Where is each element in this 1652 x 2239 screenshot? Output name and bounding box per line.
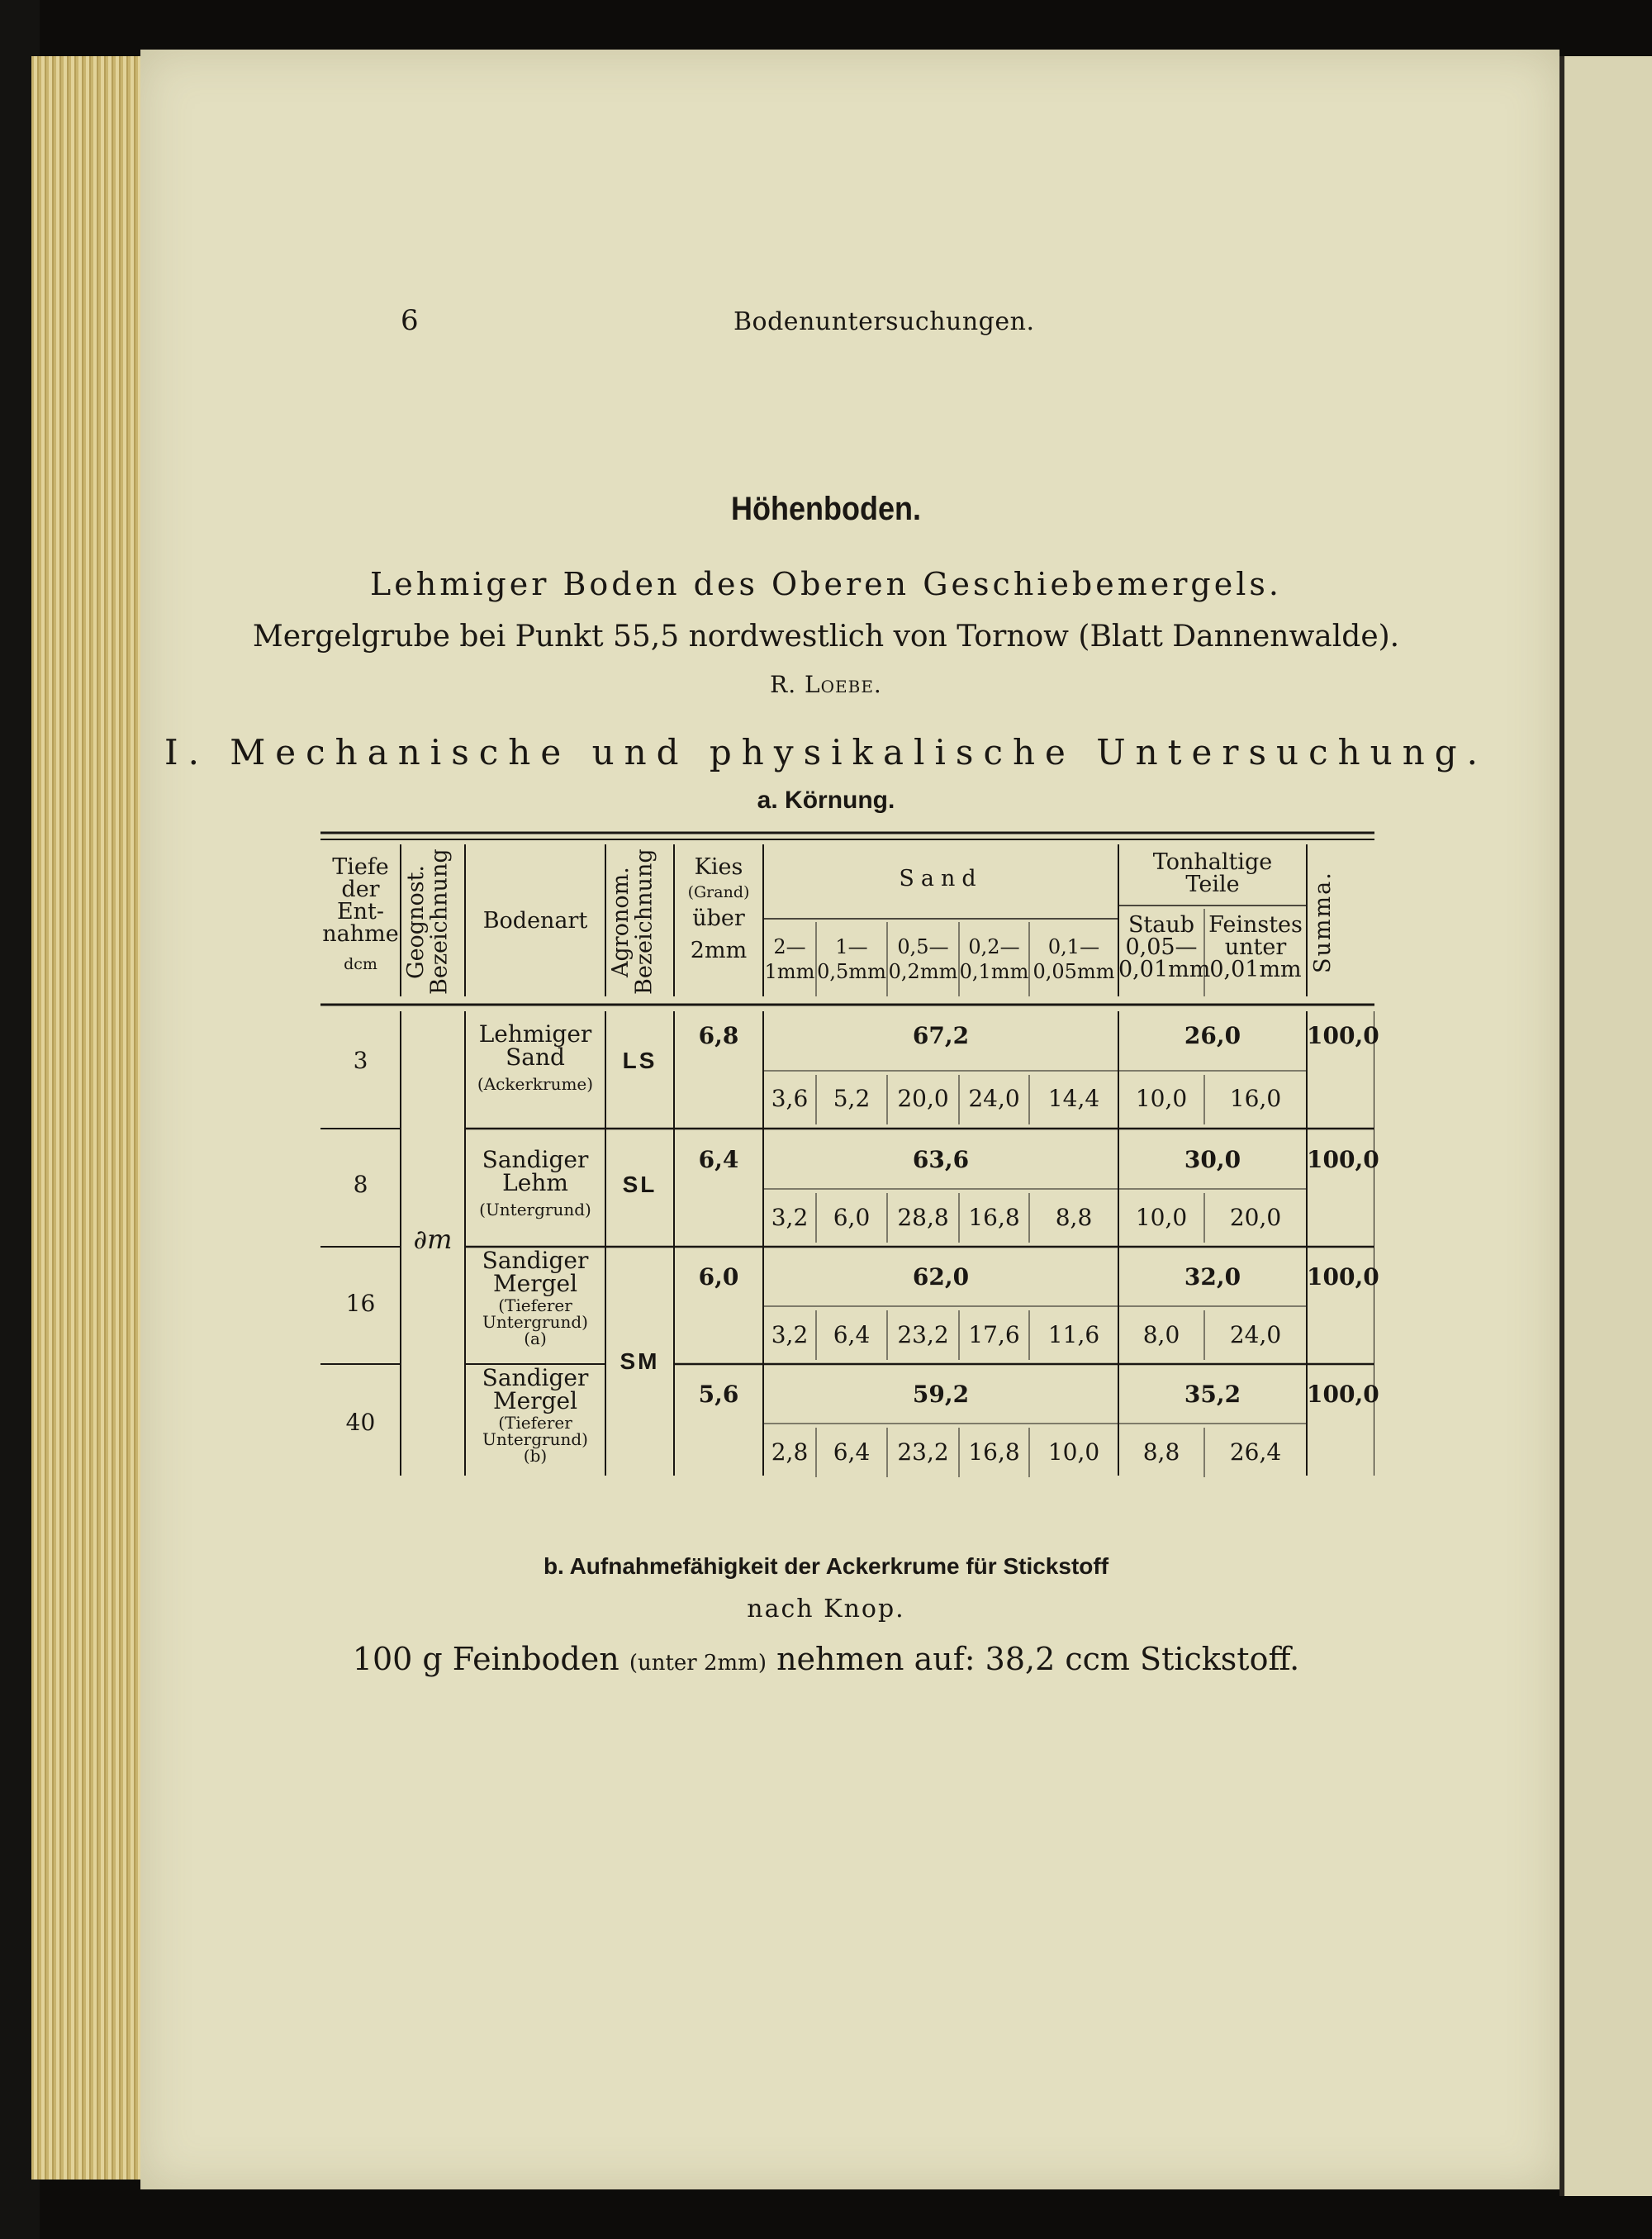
row3-kies: 6,0 xyxy=(698,1263,739,1291)
row3-tiefe: 16 xyxy=(345,1290,376,1317)
agronom-sm: SM xyxy=(620,1348,660,1374)
header-tiefe-line: der xyxy=(341,877,380,902)
row4-sand-3: 23,2 xyxy=(897,1438,949,1466)
sand-sub-range: 2— xyxy=(773,935,806,958)
bodenart-line: (Tieferer xyxy=(498,1413,572,1433)
row2-sand-4: 16,8 xyxy=(968,1204,1020,1231)
row3-feinstes: 24,0 xyxy=(1229,1321,1282,1348)
subsection-b-subheading: nach Knop. xyxy=(747,1595,905,1623)
row1-bodenart xyxy=(465,1020,605,1094)
sand-sub-unit: 0,2mm xyxy=(888,960,958,983)
header-sand-2-1 xyxy=(763,937,816,982)
row3-sand-4: 17,6 xyxy=(968,1321,1020,1348)
header-kies-unit: 2mm xyxy=(690,938,748,963)
bodenart-line: Mergel xyxy=(492,1270,578,1297)
row1-kies: 6,8 xyxy=(698,1022,739,1049)
header-tiefe-unit: dcm xyxy=(344,955,377,973)
agronom-sl: SL xyxy=(622,1172,657,1197)
header-kies xyxy=(674,856,763,962)
header-summa: Summa. xyxy=(1310,871,1336,973)
row2-tiefe: 8 xyxy=(353,1171,368,1198)
row4-ton-total: 35,2 xyxy=(1184,1381,1241,1408)
row1-sand-2: 5,2 xyxy=(833,1085,871,1112)
bodenart-line: Untergrund) xyxy=(482,1429,588,1449)
row4-sand-5: 10,0 xyxy=(1047,1438,1100,1466)
row4-bodenart xyxy=(465,1364,605,1466)
bodenart-line: (Ackerkrume) xyxy=(477,1074,594,1094)
geognost-symbol: ∂m xyxy=(413,1224,453,1255)
header-agronom: Agronom. Bezeichnung xyxy=(608,849,657,996)
row1-summa: 100,0 xyxy=(1307,1022,1379,1049)
bodenart-line: (b) xyxy=(523,1446,548,1466)
row1-tiefe: 3 xyxy=(353,1047,368,1074)
row3-summa: 100,0 xyxy=(1307,1263,1379,1291)
header-tonhaltige xyxy=(1118,851,1307,896)
bodenart-line: (a) xyxy=(524,1329,547,1348)
header-sand-01-005 xyxy=(1029,937,1118,982)
row1-sand-3: 20,0 xyxy=(897,1085,949,1112)
section-heading: I. Mechanische und physikalische Untersuchung. xyxy=(164,732,1488,772)
row3-ton-total: 32,0 xyxy=(1184,1263,1241,1291)
row3-sand-3: 23,2 xyxy=(897,1321,949,1348)
row1-sand-4: 24,0 xyxy=(968,1085,1020,1112)
result-part-a: 100 g Feinboden xyxy=(352,1641,620,1677)
bodenart-line: Sand xyxy=(506,1043,565,1071)
header-kies-line: (Grand) xyxy=(687,883,750,901)
row3-staub: 8,0 xyxy=(1142,1321,1180,1348)
bodenart-line: Untergrund) xyxy=(482,1312,588,1332)
bodenart-line: Sandiger xyxy=(482,1364,589,1391)
row1-feinstes: 16,0 xyxy=(1229,1085,1282,1112)
row1-sand-5: 14,4 xyxy=(1047,1085,1100,1112)
row1-sand-1: 3,6 xyxy=(771,1085,809,1112)
header-staub-line: 0,01mm xyxy=(1118,957,1211,982)
header-feinstes-line: unter xyxy=(1224,934,1287,960)
page-number: 6 xyxy=(401,304,419,337)
row3-sand-1: 3,2 xyxy=(771,1321,809,1348)
location-line: Mergelgrube bei Punkt 55,5 nordwestlich von Tornow (Blatt Dannenwalde). xyxy=(252,620,1400,654)
agronom-ls: LS xyxy=(622,1048,657,1073)
row4-kies: 5,6 xyxy=(698,1381,739,1408)
bodenart-line: (Untergrund) xyxy=(479,1200,591,1219)
sand-sub-range: 1— xyxy=(835,935,868,958)
header-tiefe-line: Ent- xyxy=(336,899,385,925)
row2-sand-2: 6,0 xyxy=(833,1204,871,1231)
sand-sub-unit: 0,5mm xyxy=(817,960,886,983)
row4-feinstes: 26,4 xyxy=(1229,1438,1282,1466)
header-feinstes-line: 0,01mm xyxy=(1209,957,1302,982)
header-tiefe-line: nahme xyxy=(322,921,399,947)
row2-bodenart xyxy=(465,1148,605,1218)
row1-staub: 10,0 xyxy=(1135,1085,1188,1112)
bodenart-line: Lehmiger xyxy=(478,1020,592,1048)
row4-sand-4: 16,8 xyxy=(968,1438,1020,1466)
page-edges xyxy=(31,56,147,2180)
nitrogen-result xyxy=(0,1641,1652,1677)
bodenart-line: Lehm xyxy=(502,1169,568,1196)
header-tiefe-line: Tiefe xyxy=(332,854,389,880)
header-sand: Sand xyxy=(899,866,983,891)
row4-summa: 100,0 xyxy=(1307,1381,1379,1408)
row2-sand-total: 63,6 xyxy=(912,1146,970,1173)
header-tonhaltige-line: Tonhaltige xyxy=(1152,849,1273,875)
row2-feinstes: 20,0 xyxy=(1229,1204,1282,1231)
row2-kies: 6,4 xyxy=(698,1146,739,1173)
row2-sand-1: 3,2 xyxy=(771,1204,809,1231)
header-sand-1-05 xyxy=(816,937,887,982)
header-staub-line: Staub xyxy=(1127,912,1195,938)
header-feinstes xyxy=(1204,914,1307,981)
header-geognost: Geognost. Bezeichnung xyxy=(403,849,453,996)
row2-ton-total: 30,0 xyxy=(1184,1146,1241,1173)
row3-sand-total: 62,0 xyxy=(912,1263,970,1291)
row4-sand-2: 6,4 xyxy=(833,1438,871,1466)
subtitle: Lehmiger Boden des Oberen Geschiebemergels. xyxy=(370,566,1282,602)
header-feinstes-line: Feinstes xyxy=(1208,912,1303,938)
grain-size-table xyxy=(320,831,1379,1484)
bodenart-line: Mergel xyxy=(492,1387,578,1414)
header-sand-02-01 xyxy=(959,937,1029,982)
running-title: Bodenuntersuchungen. xyxy=(733,307,1035,336)
sand-sub-unit: 1mm xyxy=(764,960,815,983)
header-staub xyxy=(1118,912,1211,982)
result-part-d: 38,2 ccm Stickstoff. xyxy=(985,1641,1300,1677)
bodenart-line: (Tieferer xyxy=(498,1295,572,1315)
sand-sub-range: 0,5— xyxy=(897,935,949,958)
row2-staub: 10,0 xyxy=(1135,1204,1188,1231)
sand-sub-unit: 0,1mm xyxy=(959,960,1029,983)
row1-ton-total: 26,0 xyxy=(1184,1022,1241,1049)
header-kies-line: über xyxy=(692,906,745,931)
facing-page-edge xyxy=(1559,56,1652,2196)
header-sand-05-02 xyxy=(887,937,959,982)
row1-sand-total: 67,2 xyxy=(912,1022,970,1049)
page-title: Höhenboden. xyxy=(731,491,921,527)
author: R. Loebe. xyxy=(770,671,882,698)
row3-sand-5: 11,6 xyxy=(1047,1321,1100,1348)
bodenart-line: Sandiger xyxy=(482,1146,589,1173)
header-kies-line: Kies xyxy=(694,854,743,880)
row2-sand-5: 8,8 xyxy=(1055,1204,1093,1231)
sand-sub-range: 0,2— xyxy=(968,935,1020,958)
row4-sand-total: 59,2 xyxy=(912,1381,970,1408)
header-tonhaltige-line: Teile xyxy=(1185,872,1240,897)
row3-sand-2: 6,4 xyxy=(833,1321,871,1348)
sand-sub-range: 0,1— xyxy=(1047,935,1100,958)
subsection-b-heading: b. Aufnahmefähigkeit der Ackerkrume für Stickstoff xyxy=(543,1553,1109,1579)
result-part-b: (unter 2mm) xyxy=(629,1651,767,1676)
row2-summa: 100,0 xyxy=(1307,1146,1379,1173)
bodenart-line: Sandiger xyxy=(482,1247,589,1274)
row4-sand-1: 2,8 xyxy=(771,1438,809,1466)
header-bodenart: Bodenart xyxy=(482,908,588,934)
row2-sand-3: 28,8 xyxy=(897,1204,949,1231)
result-part-c: nehmen auf: xyxy=(776,1641,976,1677)
sand-sub-unit: 0,05mm xyxy=(1032,960,1115,983)
row3-bodenart xyxy=(465,1249,605,1347)
header-staub-line: 0,05— xyxy=(1125,934,1198,960)
row4-staub: 8,8 xyxy=(1142,1438,1180,1466)
row4-tiefe: 40 xyxy=(345,1409,376,1436)
subsection-heading: a. Körnung. xyxy=(757,787,895,814)
header-tiefe xyxy=(320,856,401,972)
